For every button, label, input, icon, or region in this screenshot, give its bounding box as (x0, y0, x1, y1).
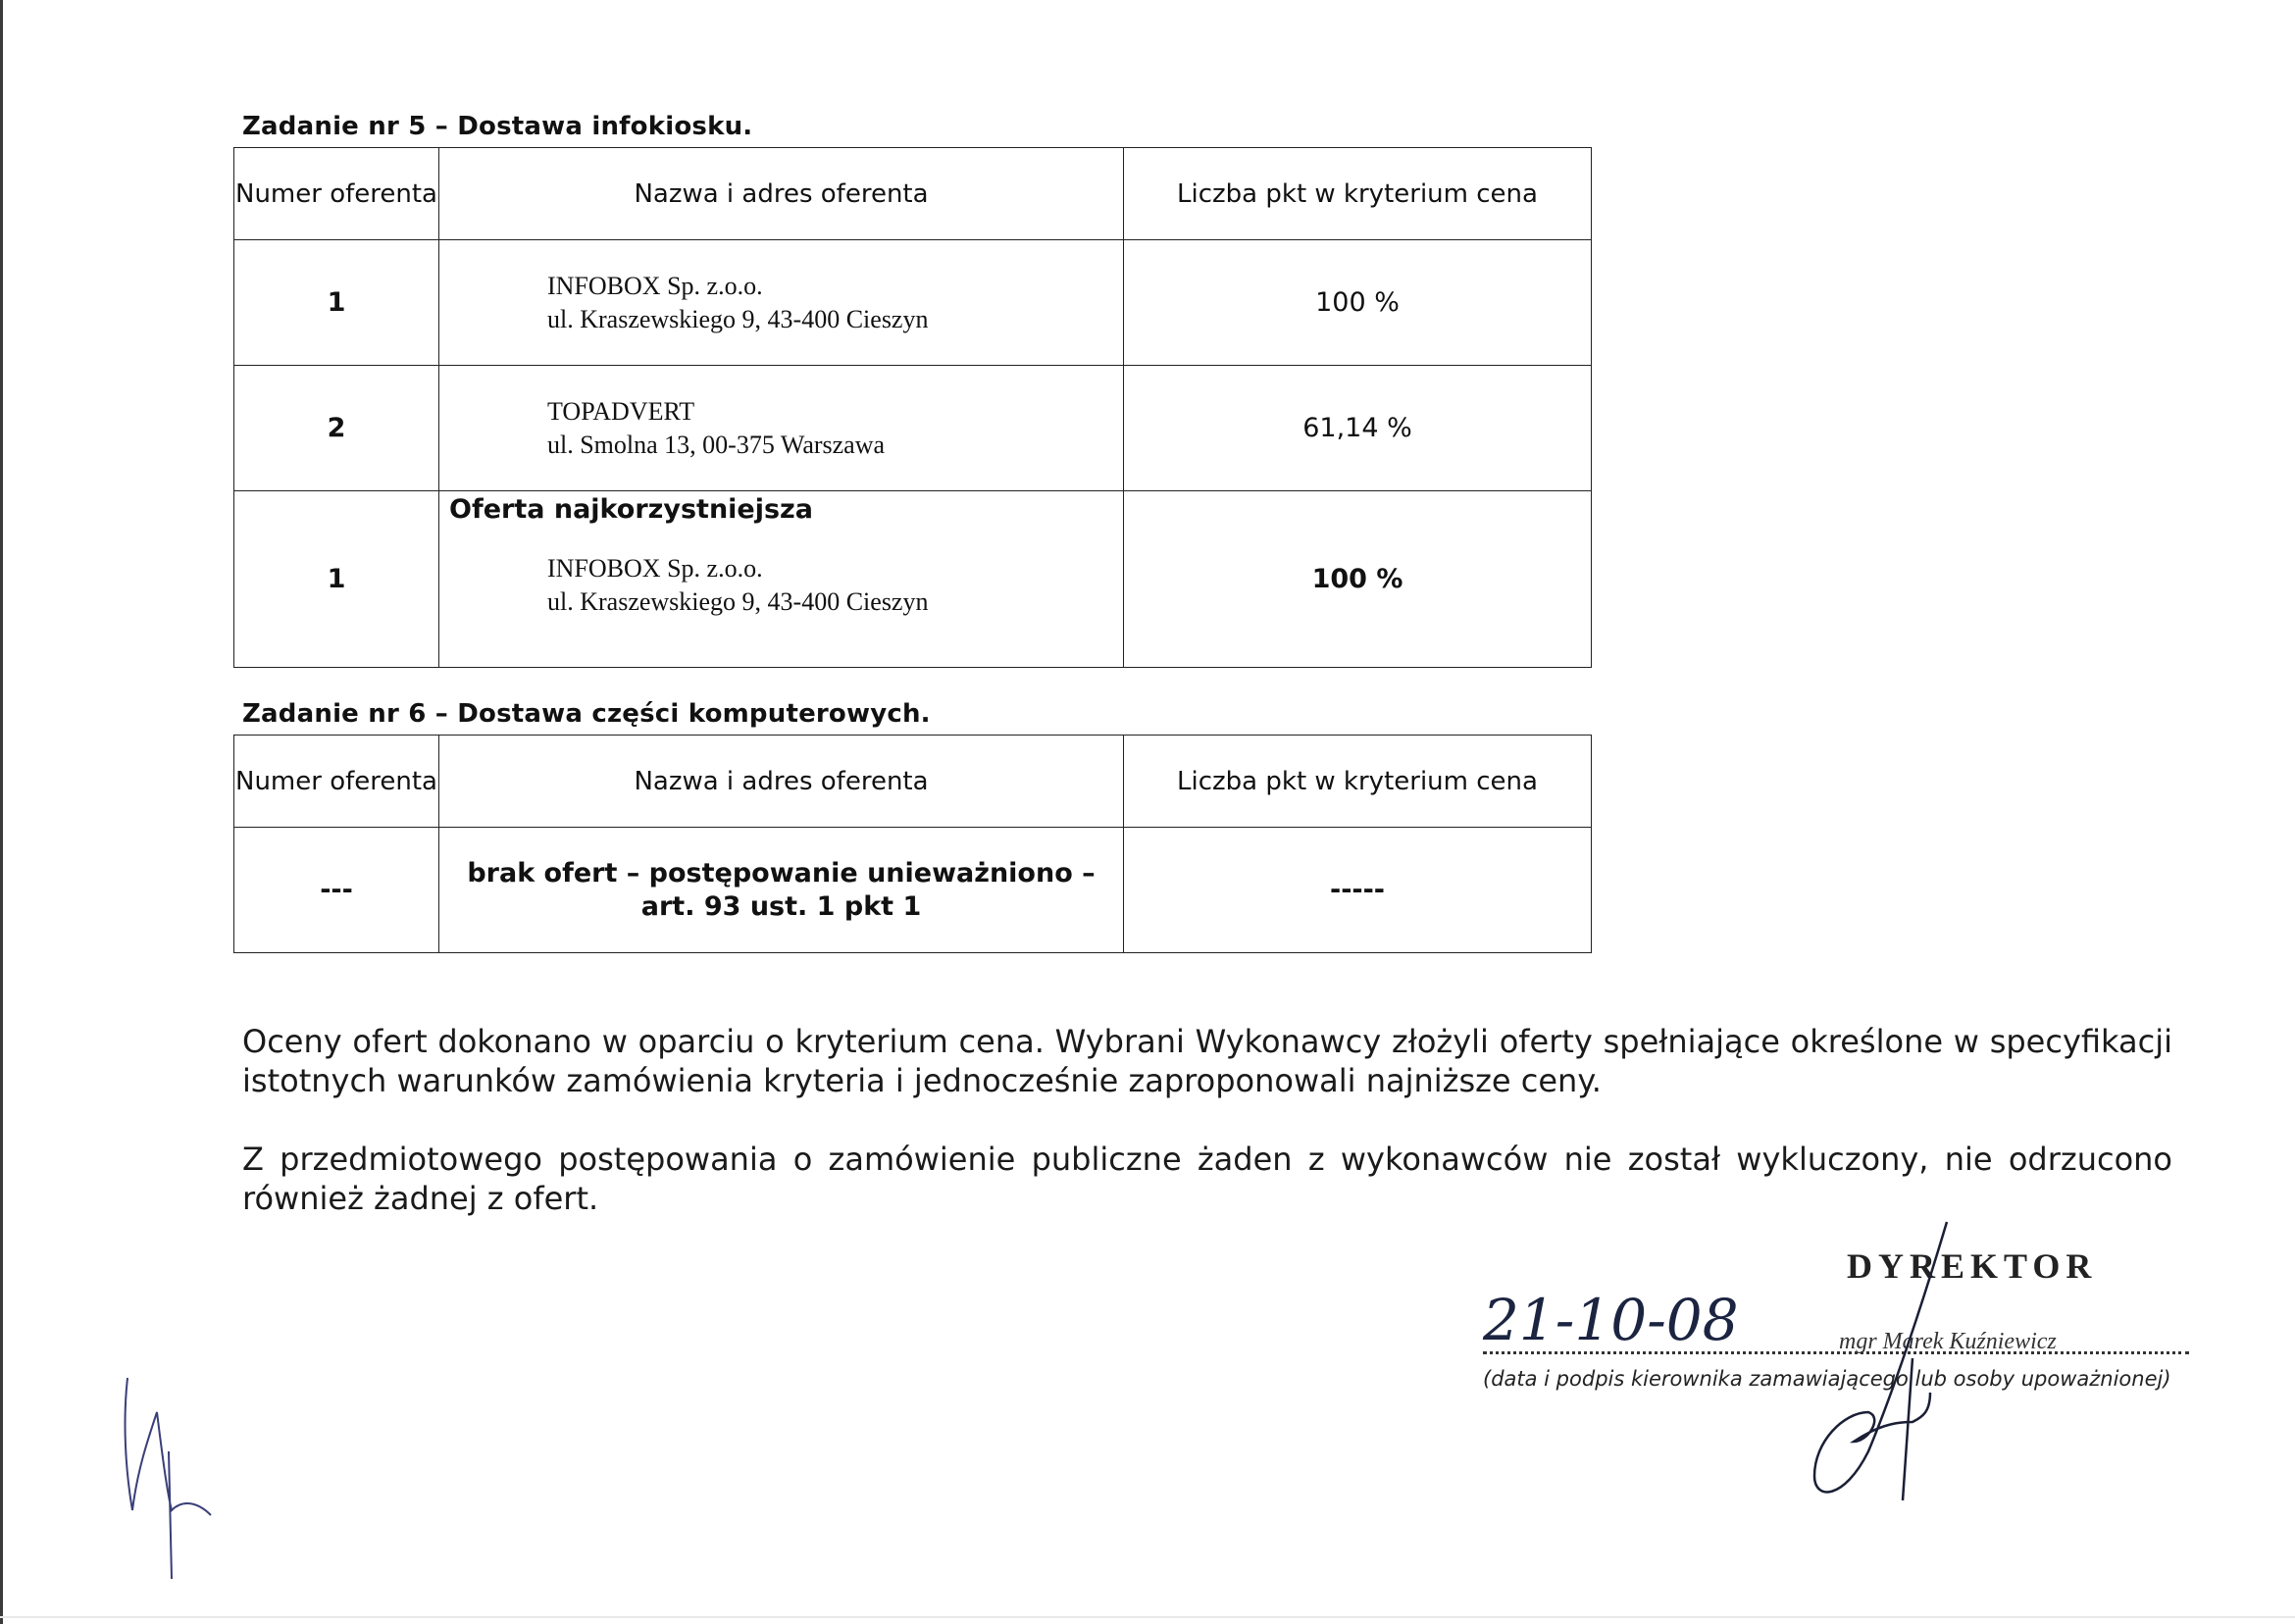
offer-points: 61,14 % (1124, 366, 1592, 491)
handwritten-date: 21-10-08 (1483, 1287, 1739, 1353)
best-offer-points: 100 % (1124, 491, 1592, 668)
director-signature (1814, 1222, 1947, 1500)
offer-number: 1 (234, 240, 439, 366)
offer-address: ul. Kraszewskiego 9, 43-400 Cieszyn (547, 304, 929, 333)
header-number: Numer oferenta (234, 148, 439, 240)
offer-name: TOPADVERT (547, 396, 695, 426)
header-points: Liczba pkt w kryterium cena (1124, 148, 1592, 240)
header-number: Numer oferenta (234, 736, 439, 828)
offer-number: 2 (234, 366, 439, 491)
no-offers-line1: brak ofert – postępowanie unieważniono – (467, 857, 1096, 888)
offer-address: ul. Kraszewskiego 9, 43-400 Cieszyn (547, 587, 929, 616)
best-offer-title: Oferta najkorzystniejsza (449, 494, 813, 525)
offer-points: 100 % (1124, 240, 1592, 366)
signature-caption: (data i podpis kierownika zamawiającego lub osoby upoważnionej) (1483, 1367, 2171, 1391)
task6-heading: Zadanie nr 6 – Dostawa części komputerowych. (242, 699, 931, 729)
best-offer-number: 1 (234, 491, 439, 668)
offer-name: INFOBOX Sp. z.o.o. (547, 554, 763, 583)
director-name-stamp: mgr Marek Kuźniewicz (1839, 1329, 2057, 1354)
no-offers-line2: art. 93 ust. 1 pkt 1 (640, 890, 922, 922)
exclusion-paragraph: Z przedmiotowego postępowania o zamówienie publiczne żaden z wykonawców nie został wykluczony, nie odrzucono również żadnej z ofert. (242, 1141, 2172, 1217)
initials-mark (126, 1378, 211, 1579)
director-stamp: DYREKTOR (1847, 1246, 2098, 1286)
offer-points: ----- (1124, 828, 1592, 953)
header-name: Nazwa i adres oferenta (439, 736, 1124, 828)
offer-address: ul. Smolna 13, 00-375 Warszawa (547, 430, 886, 459)
header-points: Liczba pkt w kryterium cena (1124, 736, 1592, 828)
header-name: Nazwa i adres oferenta (439, 148, 1124, 240)
evaluation-paragraph: Oceny ofert dokonano w oparciu o kryterium cena. Wybrani Wykonawcy złożyli oferty spełniające określone w specyfikacji istotnych warunków zamówienia kryteria i jednocześnie zaproponowali najniższe ceny. (242, 1023, 2172, 1099)
offer-name: INFOBOX Sp. z.o.o. (547, 271, 763, 300)
task5-heading: Zadanie nr 5 – Dostawa infokiosku. (242, 112, 753, 141)
offer-number: --- (234, 828, 439, 953)
